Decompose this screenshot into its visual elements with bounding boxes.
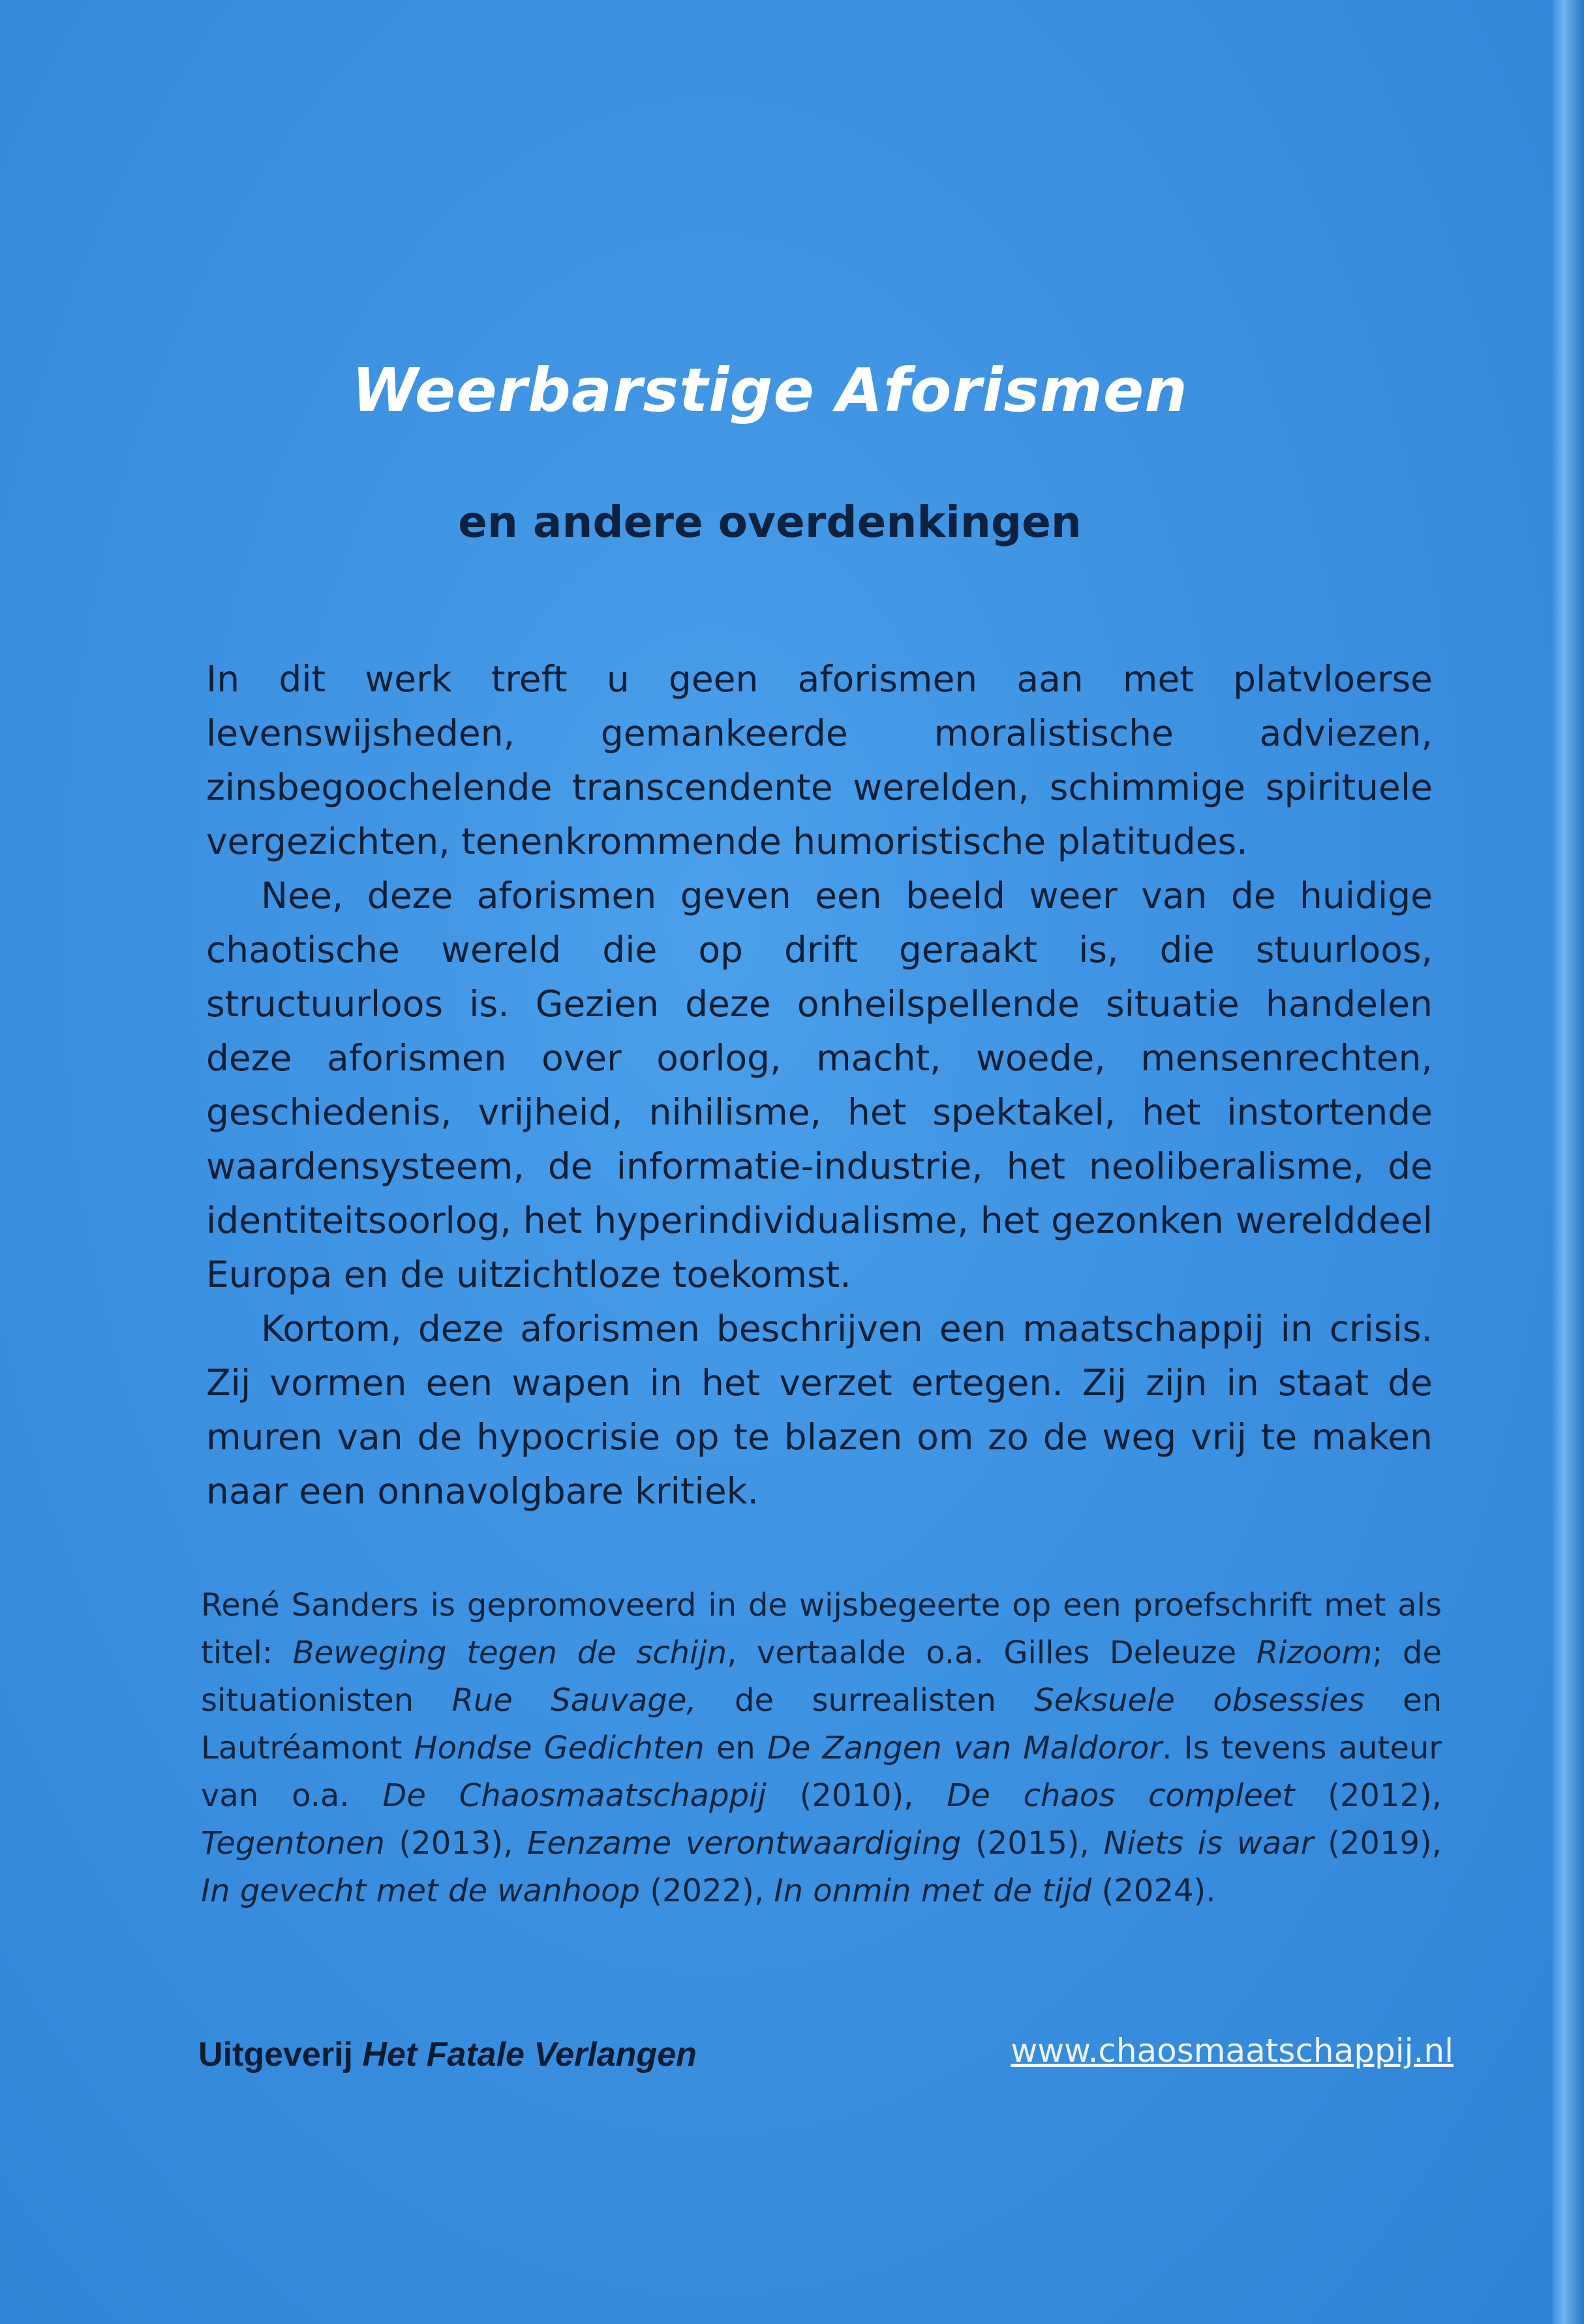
- blurb-paragraph-3: Kortom, deze aforismen beschrijven een maatschappij in crisis. Zij vormen een wapen in het verzet ertegen. Zij zijn in staat de muren van de hypocrisie op te blazen om zo de weg vrij te maken naar een onnavolgbare kritiek.: [206, 1308, 1433, 1512]
- work-title: Tegentonen: [201, 1825, 385, 1862]
- blurb-text: [206, 652, 1433, 1518]
- blurb-paragraph-1: In dit werk treft u geen aforismen aan met platvloerse levenswijsheden, gemankeerde moralistische adviezen, zinsbegoochelende transcendente werelden, schimmige spirituele vergezichten, tenenkrommende humoristische platitudes.: [206, 658, 1433, 862]
- work-title: In onmin met de tijd: [774, 1873, 1092, 1909]
- work-title: De Zangen van Maldoror: [767, 1730, 1163, 1766]
- blurb-paragraph-2: Nee, deze aforismen geven een beeld weer van de huidige chaotische wereld die op drift geraakt is, die stuurloos, structuurloos is. Gezien deze onheilspellende situatie handelen deze aforismen over oorlog, macht, woede, mensenrechten, geschiedenis, vrijheid, nihilisme, het spektakel, het instortende waardensysteem, de informatie-industrie, het neoliberalisme, de identiteitsoorlog, het hyperindividualisme, het gezonken werelddeel Europa en de uitzichtloze toekomst.: [206, 875, 1433, 1295]
- work-title: In gevecht met de wanhoop: [201, 1873, 641, 1909]
- work-title: Eenzame verontwaardiging: [527, 1825, 962, 1862]
- author-bio-paragraph: René Sanders is gepromoveerd in de wijsbegeerte op een proefschrift met als titel: Beweging tegen de schijn, vertaalde o.a. Gilles Deleuze Rizoom; de situationisten Rue Sauvage, de surrealisten Seksuele obsessies en Lautréamont Hondse Gedichten en De Zangen van Maldoror. Is tevens auteur van o.a. De Chaosmaatschappij (2010), De chaos compleet (2012), Tegentonen (2013), Eenzame verontwaardiging (2015), Niets is waar (2019), In gevecht met de wanhoop (2022), In onmin met de tijd (2024).: [201, 1587, 1442, 1909]
- author-bio: [201, 1582, 1442, 1915]
- work-title: Rizoom: [1256, 1635, 1373, 1671]
- book-subtitle: en andere overdenkingen: [458, 497, 1082, 547]
- book-title: Weerbarstige Aforismen: [352, 355, 1188, 425]
- work-title: De Chaosmaatschappij: [382, 1777, 767, 1814]
- publisher-prefix: Uitgeverij: [198, 2036, 363, 2074]
- work-title: Seksuele obsessies: [1034, 1682, 1365, 1719]
- website-link[interactable]: www.chaosmaatschappij.nl: [1011, 2032, 1454, 2070]
- work-title: Hondse Gedichten: [414, 1730, 705, 1766]
- publisher-imprint: [198, 2035, 697, 2074]
- publisher-name: Het Fatale Verlangen: [362, 2036, 697, 2074]
- book-spine-edge: [1553, 0, 1584, 2324]
- work-title: Beweging tegen de schijn: [292, 1635, 727, 1671]
- work-title: Rue Sauvage,: [451, 1682, 697, 1719]
- work-title: De chaos compleet: [947, 1777, 1295, 1814]
- work-title: Niets is waar: [1103, 1825, 1314, 1862]
